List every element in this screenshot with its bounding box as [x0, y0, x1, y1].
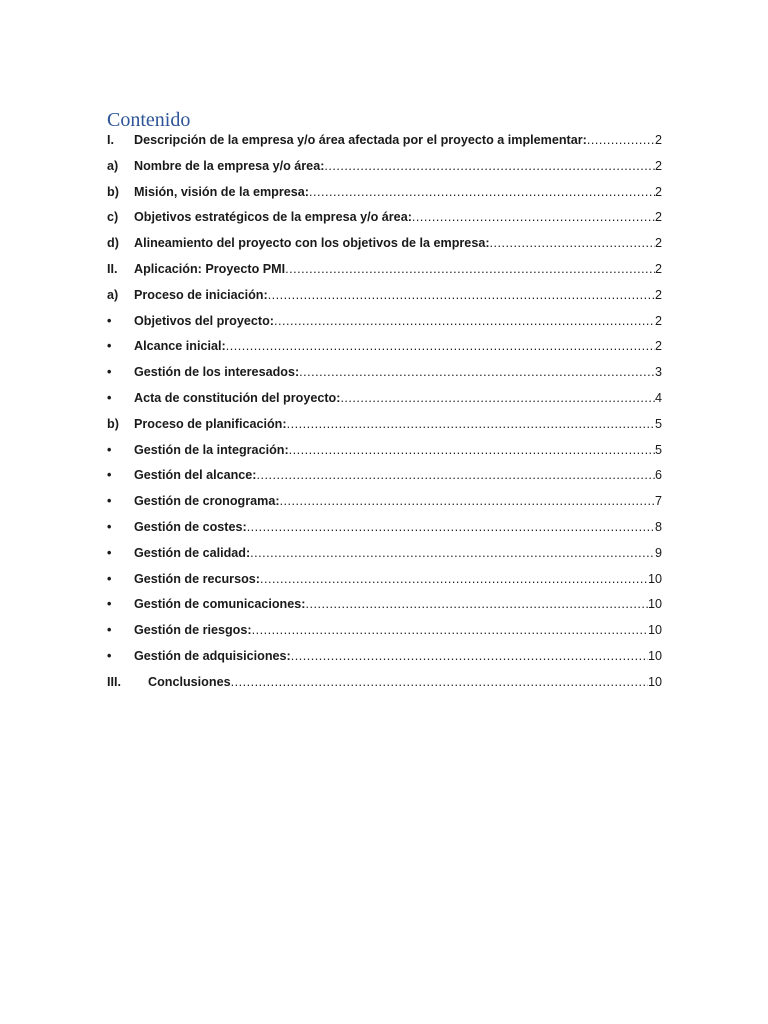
table-of-contents	[107, 128, 662, 696]
toc-entry[interactable]	[107, 180, 662, 206]
toc-entry-page-number: 2	[654, 184, 662, 199]
toc-entry-page-number: 10	[647, 571, 662, 586]
toc-dot-leader	[287, 412, 655, 438]
toc-entry[interactable]	[107, 618, 662, 644]
toc-entry-number: •	[107, 623, 112, 638]
toc-dot-leader	[340, 386, 655, 412]
toc-entry[interactable]	[107, 541, 662, 567]
toc-entry-number: •	[107, 545, 112, 560]
toc-entry[interactable]	[107, 489, 662, 515]
toc-entry[interactable]	[107, 515, 662, 541]
toc-entry-page-number: 4	[654, 390, 662, 405]
toc-dot-leader	[490, 231, 655, 257]
toc-entry-title: Gestión de recursos:	[134, 571, 260, 586]
toc-entry-page-number: 2	[654, 133, 662, 147]
toc-entry-page-number: 9	[654, 545, 662, 560]
toc-entry-page-number: 6	[654, 468, 662, 483]
toc-dot-leader	[309, 180, 655, 206]
toc-dot-leader	[250, 541, 655, 567]
toc-entry-title: Descripción de la empresa y/o área afectada por el proyecto a implementar:	[134, 133, 587, 147]
toc-entry-number: •	[107, 442, 112, 457]
toc-entry-title: Gestión de calidad:	[134, 545, 251, 560]
toc-entry-page-number: 5	[654, 416, 662, 431]
toc-entry-page-number: 2	[654, 261, 662, 276]
toc-entry[interactable]	[107, 592, 662, 618]
toc-entry[interactable]	[107, 412, 662, 438]
toc-entry-number: •	[107, 339, 112, 354]
toc-entry-page-number: 3	[654, 365, 662, 380]
toc-entry-title: Gestión del alcance:	[134, 468, 257, 483]
toc-entry-title: Gestión de riesgos:	[134, 623, 252, 638]
toc-entry-title: Acta de constitución del proyecto:	[134, 390, 341, 405]
toc-dot-leader	[247, 515, 655, 541]
toc-entry-page-number: 2	[654, 236, 662, 251]
toc-entry-page-number: 2	[654, 339, 662, 354]
toc-entry[interactable]	[107, 670, 662, 696]
toc-entry-number: III.	[107, 674, 121, 689]
toc-dot-leader	[280, 489, 655, 515]
toc-entry-number: I.	[107, 133, 114, 147]
toc-entry-number: b)	[107, 184, 119, 199]
toc-entry[interactable]	[107, 334, 662, 360]
toc-dot-leader	[256, 463, 655, 489]
toc-entry-title: Misión, visión de la empresa:	[134, 184, 309, 199]
toc-dot-leader	[291, 644, 648, 670]
toc-entry[interactable]	[107, 231, 662, 257]
toc-entry-title: Gestión de costes:	[134, 519, 247, 534]
toc-dot-leader	[299, 360, 655, 386]
toc-entry[interactable]	[107, 128, 662, 154]
toc-entry-number: •	[107, 494, 112, 509]
toc-entry-number: •	[107, 313, 112, 328]
toc-entry[interactable]	[107, 386, 662, 412]
toc-entry-number: •	[107, 648, 112, 663]
toc-entry-number: II.	[107, 261, 118, 276]
toc-entry-title: Gestión de cronograma:	[134, 494, 280, 509]
toc-entry[interactable]	[107, 154, 662, 180]
toc-entry[interactable]	[107, 257, 662, 283]
toc-entry-page-number: 5	[654, 442, 662, 457]
toc-entry-number: a)	[107, 287, 119, 302]
toc-dot-leader	[324, 154, 655, 180]
toc-entry-title: Proceso de planificación:	[134, 416, 287, 431]
toc-entry-page-number: 2	[654, 287, 662, 302]
toc-entry-page-number: 10	[647, 623, 662, 638]
toc-entry-page-number: 2	[654, 210, 662, 225]
toc-entry-title: Gestión de comunicaciones:	[134, 597, 306, 612]
toc-entry-title: Gestión de adquisiciones:	[134, 648, 291, 663]
toc-dot-leader	[274, 309, 655, 335]
toc-entry-title: Gestión de la integración:	[134, 442, 289, 457]
toc-entry-number: c)	[107, 210, 119, 225]
toc-entry-page-number: 10	[647, 674, 662, 689]
toc-dot-leader	[268, 283, 655, 309]
toc-entry[interactable]	[107, 644, 662, 670]
toc-entry[interactable]	[107, 463, 662, 489]
toc-entry[interactable]	[107, 438, 662, 464]
toc-entry-title: Objetivos del proyecto:	[134, 313, 274, 328]
toc-entry[interactable]	[107, 360, 662, 386]
toc-entry-title: Gestión de los interesados:	[134, 365, 300, 380]
toc-entry-number: d)	[107, 236, 119, 251]
toc-entry[interactable]	[107, 309, 662, 335]
toc-entry-page-number: 2	[654, 158, 662, 173]
toc-dot-leader	[285, 257, 655, 283]
toc-entry[interactable]	[107, 283, 662, 309]
toc-entry-page-number: 7	[654, 494, 662, 509]
toc-entry-page-number: 10	[647, 648, 662, 663]
toc-dot-leader	[305, 592, 648, 618]
toc-dot-leader	[231, 670, 648, 696]
toc-entry-number: •	[107, 571, 112, 586]
toc-entry-title: Nombre de la empresa y/o área:	[134, 158, 325, 173]
toc-entry-number: •	[107, 597, 112, 612]
toc-entry-page-number: 8	[654, 519, 662, 534]
toc-dot-leader	[252, 618, 648, 644]
toc-entry-number: •	[107, 365, 112, 380]
toc-entry-page-number: 10	[647, 597, 662, 612]
toc-entry-title: Objetivos estratégicos de la empresa y/o área:	[134, 210, 412, 225]
toc-dot-leader	[289, 438, 655, 464]
toc-entry-number: •	[107, 390, 112, 405]
toc-entry-number: b)	[107, 416, 119, 431]
toc-entry-title: Alcance inicial:	[134, 339, 226, 354]
toc-dot-leader	[587, 128, 655, 154]
toc-entry-number: a)	[107, 158, 119, 173]
toc-entry-title: Proceso de iniciación:	[134, 287, 268, 302]
toc-title: Contenido	[107, 109, 191, 131]
toc-entry-page-number: 2	[654, 313, 662, 328]
toc-entry-number: •	[107, 468, 112, 483]
toc-entry-title: Conclusiones	[148, 674, 231, 689]
toc-dot-leader	[260, 567, 648, 593]
toc-entry-title: Aplicación: Proyecto PMI	[134, 261, 286, 276]
toc-dot-leader	[412, 205, 655, 231]
toc-entry[interactable]	[107, 567, 662, 593]
toc-entry-number: •	[107, 519, 112, 534]
toc-dot-leader	[226, 334, 655, 360]
toc-entry[interactable]	[107, 205, 662, 231]
toc-entry-title: Alineamiento del proyecto con los objetivos de la empresa:	[134, 236, 490, 251]
